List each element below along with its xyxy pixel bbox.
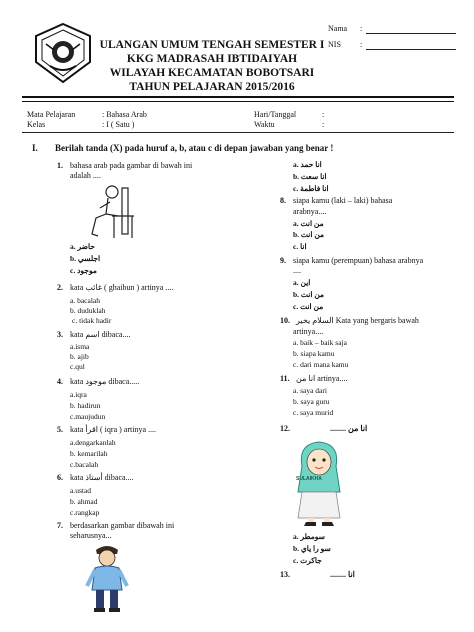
q2-number: 2. [57,283,63,292]
header-divider [22,96,454,102]
q6r-option-b[interactable]: b. انا سعت [293,172,327,181]
q3-option-b[interactable]: b. ajib [70,352,89,361]
q1-option-a[interactable]: a. حاضر [70,242,95,251]
q3-option-a[interactable]: a.isma [70,342,90,351]
boy-sitting-chair-icon [82,182,146,240]
nama-field[interactable] [366,33,456,34]
q10-text-line2: artinya.... [293,327,324,336]
q10-number: 10. [280,316,290,325]
nis-field[interactable] [366,49,456,50]
q8-number: 8. [280,196,286,205]
section-instruction: Berilah tanda (X) pada huruf a, b, atau c di depan jawaban yang benar ! [55,143,334,153]
q7-number: 7. [57,521,63,530]
q9-text-line1: siapa kamu (perempuan) bahasa arabnya [293,256,424,265]
exam-title: ULANGAN UMUM TENGAH SEMESTER I [99,39,325,51]
q9-option-c[interactable]: c. من انت [293,302,324,311]
boy-standing-icon [84,542,130,614]
district-title: WILAYAH KECAMATAN BOBOTSARI [109,67,315,79]
q12-number: 12. [280,424,290,433]
q4-option-a[interactable]: a.iqra [70,390,87,399]
waktu-colon: : [322,120,325,129]
q6r-option-c[interactable]: c. انا فاطمة [293,184,329,193]
q1-text-line2: adalah .... [70,171,101,180]
q6-option-c[interactable]: c.rangkap [70,508,100,517]
q11-option-b[interactable]: b. saya guru [293,397,330,406]
nis-label: NIS [328,40,341,49]
q9-option-b[interactable]: b. من انت [293,290,325,299]
mapel-label: Mata Pelajaran [27,110,76,119]
q9-text-line2: .... [293,266,301,275]
q6-text: kata أستاذ dibaca.... [70,473,134,482]
school-year-title: TAHUN PELAJARAN 2015/2016 [129,81,295,93]
q9-option-a[interactable]: a. اين [293,278,311,287]
q1-text-line1: bahasa arab pada gambar di bawah ini [70,161,193,170]
q8-text-line2: arabnya.... [293,207,327,216]
waktu-label: Waktu [254,120,275,129]
mapel-value: : Bahasa Arab [102,110,147,119]
q4-number: 4. [57,377,63,386]
q2-option-c[interactable]: c. tidak hadir [72,316,112,325]
q4-option-c[interactable]: c.maujudun [70,412,106,421]
q4-text: kata موجود dibaca..... [70,377,140,386]
nama-colon: : [360,24,363,33]
q5-text: kata اقرأ ( iqra ) artinya .... [70,425,156,434]
hari-colon: : [322,110,325,119]
girl-hijab-icon [288,436,350,528]
q6-number: 6. [57,473,63,482]
q3-number: 3. [57,330,63,339]
q5-option-b[interactable]: b. kemarilah [70,449,108,458]
q11-option-c[interactable]: c. saya murid [293,408,334,417]
nis-colon: : [360,40,363,49]
kkg-title: KKG MADRASAH IBTIDAIYAH [126,53,298,65]
q1-option-c[interactable]: c. موجود [70,266,97,275]
q12-option-c[interactable]: c. جاكرت [293,556,322,565]
q13-number: 13. [280,570,290,579]
q9-number: 9. [280,256,286,265]
q11-option-a[interactable]: a. saya dari [293,386,327,395]
q6-option-a[interactable]: a.ustad [70,486,92,495]
section-number: I. [32,143,38,153]
q12-badge-label: SULAIKHA [296,476,322,482]
q8-option-a[interactable]: a. من انت [293,219,324,228]
q12-option-b[interactable]: b. سو را ياي [293,544,331,553]
nama-label: Nama [328,24,348,33]
q2-text: kata غائب ( ghaibun ) artinya .... [70,283,174,292]
q6r-option-a[interactable]: a. انا حمد [293,160,322,169]
meta-divider [22,132,454,133]
q2-option-b[interactable]: b. duduklah [70,306,106,315]
q1-option-b[interactable]: b. اجلسي [70,254,101,263]
q8-text-line1: siapa kamu (laki – laki) bahasa [293,196,393,205]
q1-number: 1. [57,161,63,170]
q5-number: 5. [57,425,63,434]
q12-option-a[interactable]: a. سومطر [293,532,325,541]
hari-label: Hari/Tanggal [254,110,297,119]
q6-option-b[interactable]: b. ahmad [70,497,98,506]
q10-option-a[interactable]: a. baik – baik saja [293,338,347,347]
kelas-value: : I ( Satu ) [102,120,135,129]
q3-text: kata اسم dibaca.... [70,330,131,339]
q11-number: 11. [280,374,290,383]
q4-option-b[interactable]: b. hadirun [70,401,101,410]
q5-option-a[interactable]: a.dengarkanlah [70,438,116,447]
q10-option-b[interactable]: b. siapa kamu [293,349,335,358]
q8-option-c[interactable]: c. انا [293,242,307,251]
q7-text-line2: seharusnya... [70,531,112,540]
q10-option-c[interactable]: c. dari mana kamu [293,360,349,369]
q3-option-c[interactable]: c.qul [70,362,85,371]
q8-option-b[interactable]: b. من انت [293,230,325,239]
q2-option-a[interactable]: a. bacalah [70,296,100,305]
q5-option-c[interactable]: c.bacalah [70,460,99,469]
q13-text: ........ انا [330,570,355,579]
q11-text: انا من artinya.... [296,374,348,383]
q12-text: ........ انا من [330,424,368,433]
school-emblem-icon [32,22,94,84]
q7-text-line1: berdasarkan gambar dibawah ini [70,521,175,530]
q10-text-line1: السلام يخير Kata yang bergaris bawah [296,316,419,325]
kelas-label: Kelas [27,120,46,129]
